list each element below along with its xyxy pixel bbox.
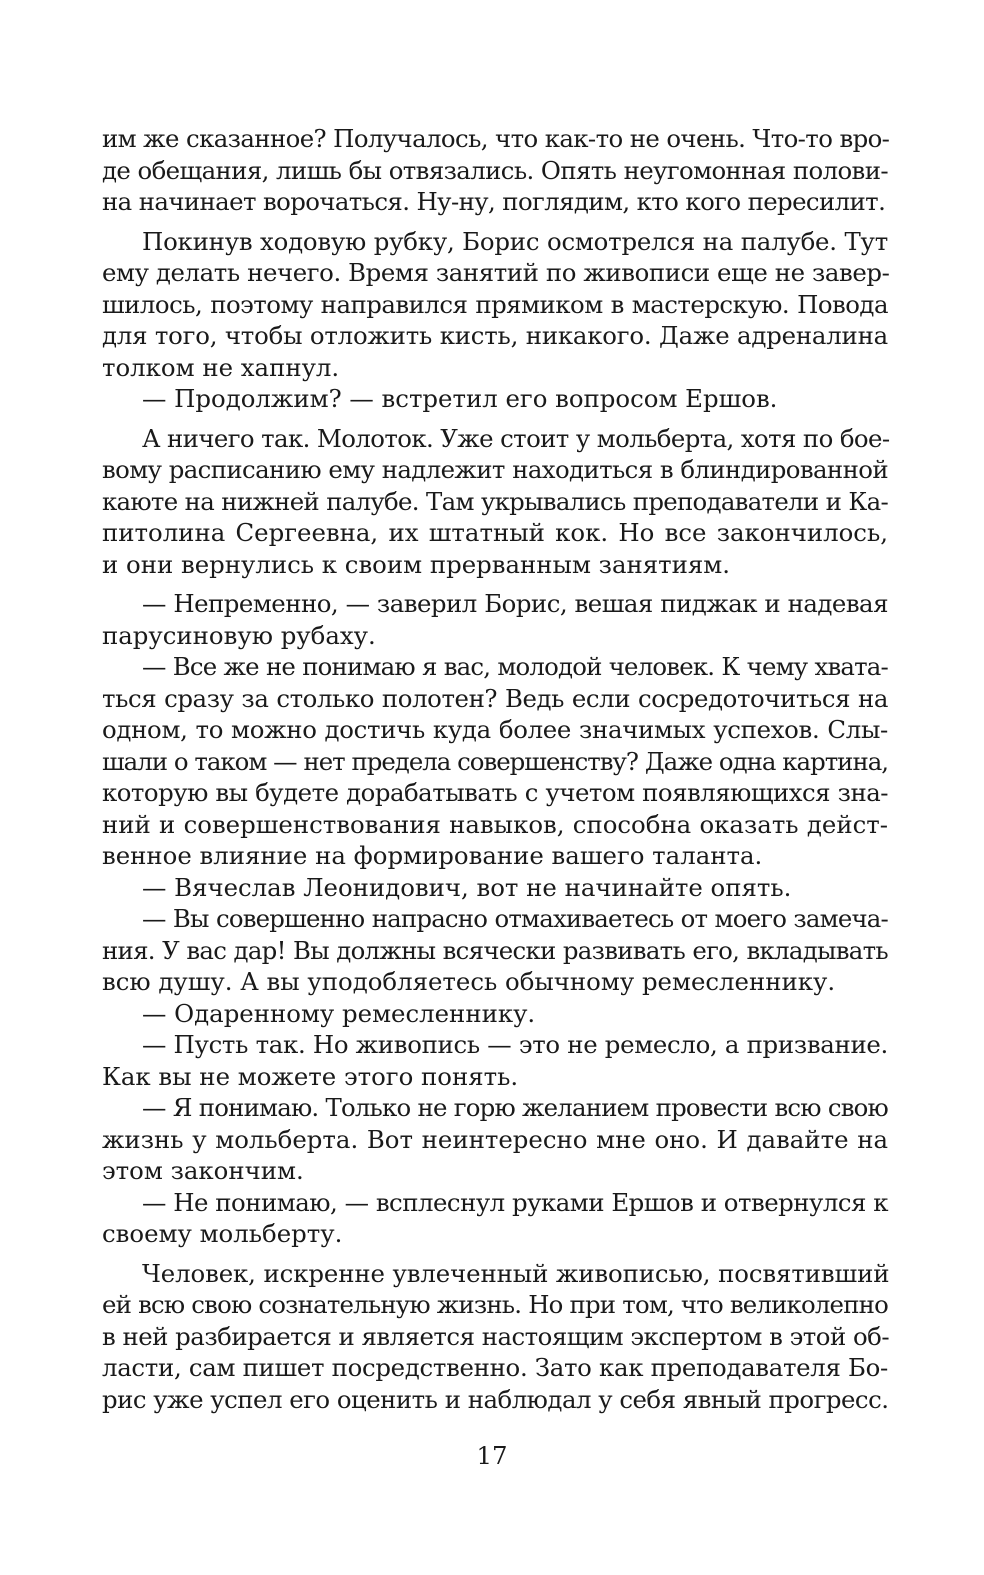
paragraph-gap [102, 580, 888, 588]
text-line: им же сказанное? Получалось, что как-то не очень. Что-то вро- [102, 124, 890, 153]
text-line: Покинув ходовую рубку, Борис осмотрелся на палубе. Тут [142, 226, 888, 256]
text-line: ему делать нечего. Время занятий по живописи еще не завер- [102, 258, 890, 287]
text-line: венное влияние на формирование вашего таланта. [102, 841, 763, 870]
text-line: ласти, сам пишет посредственно. Зато как преподавателя Бо- [102, 1353, 888, 1382]
text-line: своему мольберту. [102, 1219, 343, 1248]
text-line: ей всю свою сознательную жизнь. Но при том, что великолепно [102, 1290, 888, 1319]
paragraph [102, 651, 888, 872]
paragraph [102, 1092, 888, 1187]
text-line: питолина Сергеевна, их штатный кок. Но все закончилось, [102, 518, 888, 547]
text-line: для того, чтобы отложить кисть, никакого. Даже адреналина [102, 321, 888, 350]
text-line: ния. У вас дар! Вы должны всячески развивать его, вкладывать [102, 935, 888, 965]
text-line: Человек, искренне увлеченный живописью, посвятивший [142, 1258, 890, 1288]
text-line: ний и совершенствования навыков, способна оказать дейст- [102, 809, 888, 839]
text-line: и они вернулись к своим прерванным занятиям. [102, 549, 731, 579]
text-line: парусиновую рубаху. [102, 620, 376, 650]
paragraph-gap [102, 1250, 888, 1258]
body-text [102, 123, 888, 1415]
text-line: — Не понимаю, — всплеснул руками Ершов и отвернулся к [142, 1187, 888, 1217]
text-line: толком не хапнул. [102, 352, 340, 382]
text-line: на начинает ворочаться. Ну-ну, поглядим, кто кого пересилит. [102, 187, 886, 216]
text-line: вому расписанию ему надлежит находиться в блиндированной [102, 455, 888, 484]
paragraph-gap [102, 415, 888, 423]
page-number: 17 [476, 1441, 508, 1470]
text-line: которую вы будете дорабатывать с учетом появляющихся зна- [102, 778, 888, 807]
paragraph [102, 383, 888, 415]
text-line: — Продолжим? — встретил его вопросом Ершов. [142, 384, 778, 413]
text-line: одном, то можно достичь куда более значимых успехов. Слы- [102, 715, 888, 744]
text-line: жизнь у мольберта. Вот неинтересно мне оно. И давайте на [102, 1124, 888, 1154]
text-line: всю душу. А вы уподобляетесь обычному ремесленнику. [102, 967, 836, 996]
paragraph [102, 588, 888, 651]
text-line: шали о таком — нет предела совершенству? Даже одна картина, [102, 746, 888, 776]
paragraph [102, 1187, 888, 1250]
text-line: каюте на нижней палубе. Там укрывались преподаватели и Ка- [102, 486, 888, 516]
text-line: в ней разбирается и является настоящим экспертом в этой об- [102, 1321, 890, 1351]
paragraph [102, 226, 888, 384]
text-line: — Одаренному ремесленнику. [142, 998, 536, 1028]
text-line: — Непременно, — заверил Борис, вешая пиджак и надевая [142, 589, 888, 618]
text-line: этом закончим. [102, 1156, 304, 1185]
paragraph [102, 998, 888, 1030]
text-line: — Вячеслав Леонидович, вот не начинайте опять. [142, 872, 792, 902]
paragraph [102, 1258, 888, 1416]
paragraph [102, 423, 888, 581]
paragraph [102, 872, 888, 904]
text-line: де обещания, лишь бы отвязались. Опять неугомонная полови- [102, 155, 888, 185]
text-line: — Вы совершенно напрасно отмахиваетесь от моего замеча- [142, 904, 888, 933]
text-line: Как вы не можете этого понять. [102, 1061, 519, 1091]
text-line: А ничего так. Молоток. Уже стоит у мольберта, хотя по бое- [142, 423, 890, 453]
paragraph [102, 123, 888, 218]
text-line: — Пусть так. Но живопись — это не ремесло, а призвание. [142, 1030, 888, 1059]
text-line: — Я понимаю. Только не горю желанием провести всю свою [142, 1093, 888, 1122]
text-line: ться сразу за столько полотен? Ведь если сосредоточиться на [102, 683, 888, 713]
paragraph-gap [102, 218, 888, 226]
paragraph [102, 1029, 888, 1092]
paragraph [102, 903, 888, 998]
text-line: рис уже успел его оценить и наблюдал у себя явный прогресс. [102, 1384, 889, 1414]
text-line: шилось, поэтому направился прямиком в мастерскую. Повода [102, 289, 888, 319]
text-line: — Все же не понимаю я вас, молодой человек. К чему хвата- [142, 652, 888, 681]
